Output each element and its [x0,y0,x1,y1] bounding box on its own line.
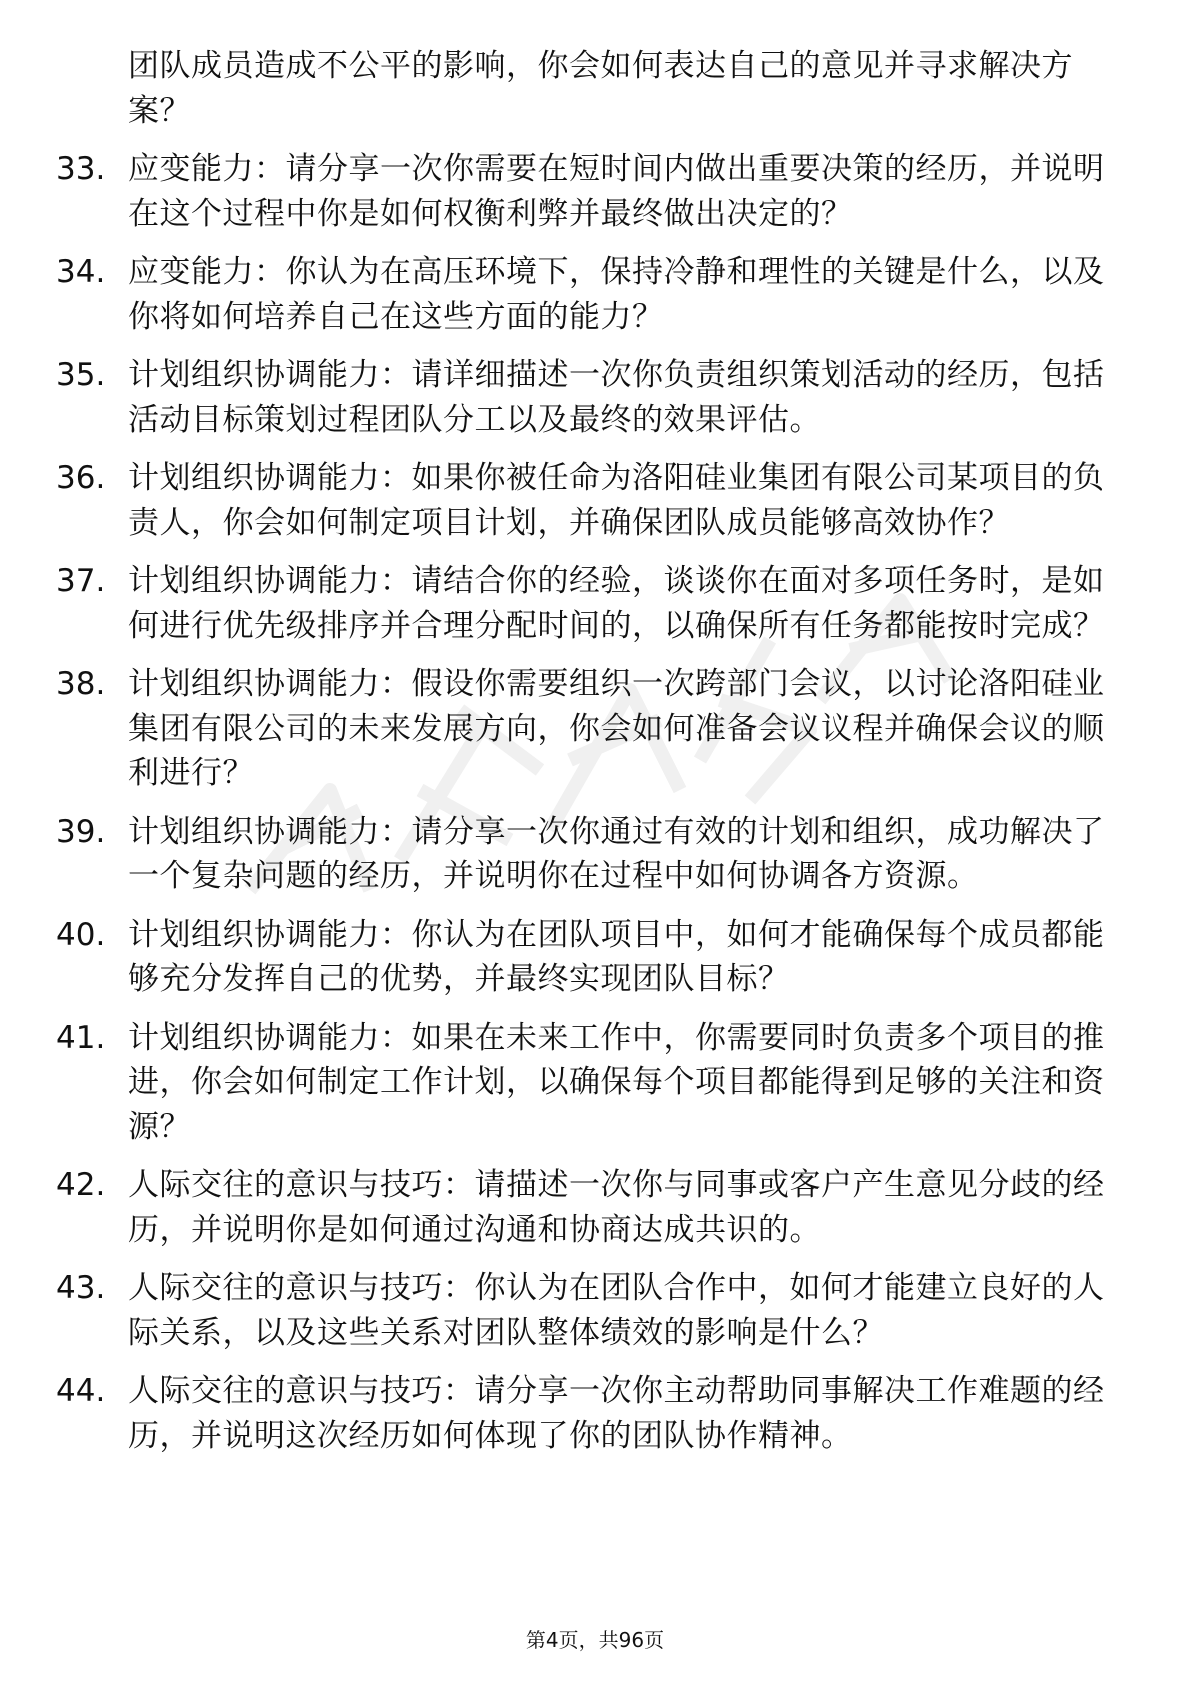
question-item [56,1016,1106,1150]
question-number: 41. [56,1019,106,1056]
question-text: 团队成员造成不公平的影响，你会如何表达自己的意见并寻求解决方案？ [128,48,1073,129]
question-item [56,250,1106,339]
page-footer: 第4页，共96页 [525,1628,665,1652]
question-number: 43. [56,1270,106,1306]
question-item [56,353,1106,442]
question-text: 计划组织协调能力：假设你需要组织一次跨部门会议，以讨论洛阳硅业集团有限公司的未来发展方向，你会如何准备会议议程并确保会议的顺利进行？ [128,666,1105,791]
question-item [56,147,1106,236]
question-number: 42. [56,1167,106,1203]
question-item [56,1266,1106,1355]
question-text: 计划组织协调能力：请详细描述一次你负责组织策划活动的经历，包括活动目标策划过程团队分工以及最终的效果评估。 [128,357,1105,438]
question-item [56,662,1106,796]
question-list [56,44,1106,1472]
question-text: 应变能力：你认为在高压环境下，保持冷静和理性的关键是什么，以及你将如何培养自己在这些方面的能力？ [128,254,1105,335]
question-number: 34. [56,254,106,290]
question-item [56,1369,1106,1458]
question-text: 计划组织协调能力：如果在未来工作中，你需要同时负责多个项目的推进，你会如何制定工作计划，以确保每个项目都能得到足够的关注和资源？ [128,1019,1105,1145]
question-text: 人际交往的意识与技巧：请描述一次你与同事或客户产生意见分歧的经历，并说明你是如何通过沟通和协商达成共识的。 [128,1167,1105,1248]
question-text: 计划组织协调能力：请结合你的经验，谈谈你在面对多项任务时，是如何进行优先级排序并合理分配时间的，以确保所有任务都能按时完成？ [128,563,1105,644]
question-item [56,456,1106,545]
question-text: 应变能力：请分享一次你需要在短时间内做出重要决策的经历，并说明在这个过程中你是如何权衡利弊并最终做出决定的？ [128,151,1105,232]
question-number: 36. [56,460,106,496]
question-number: 44. [56,1373,106,1409]
question-item [56,559,1106,648]
question-text: 计划组织协调能力：请分享一次你通过有效的计划和组织，成功解决了一个复杂问题的经历，并说明你在过程中如何协调各方资源。 [128,813,1105,894]
question-number: 37. [56,563,106,599]
question-number: 40. [56,916,106,953]
question-text: 人际交往的意识与技巧：你认为在团队合作中，如何才能建立良好的人际关系，以及这些关系对团队整体绩效的影响是什么？ [128,1270,1105,1351]
continued-question-text [56,44,1106,133]
question-item [56,810,1106,899]
question-text: 计划组织协调能力：如果你被任命为洛阳硅业集团有限公司某项目的负责人，你会如何制定项目计划，并确保团队成员能够高效协作？ [128,460,1105,541]
question-text: 计划组织协调能力：你认为在团队项目中，如何才能确保每个成员都能够充分发挥自己的优势，并最终实现团队目标？ [128,916,1105,997]
question-number: 33. [56,151,106,187]
question-text: 人际交往的意识与技巧：请分享一次你主动帮助同事解决工作难题的经历，并说明这次经历如何体现了你的团队协作精神。 [128,1373,1105,1454]
question-item [56,1163,1106,1252]
question-number: 35. [56,357,106,393]
question-item [56,913,1106,1002]
question-number: 39. [56,813,106,850]
question-number: 38. [56,666,106,702]
